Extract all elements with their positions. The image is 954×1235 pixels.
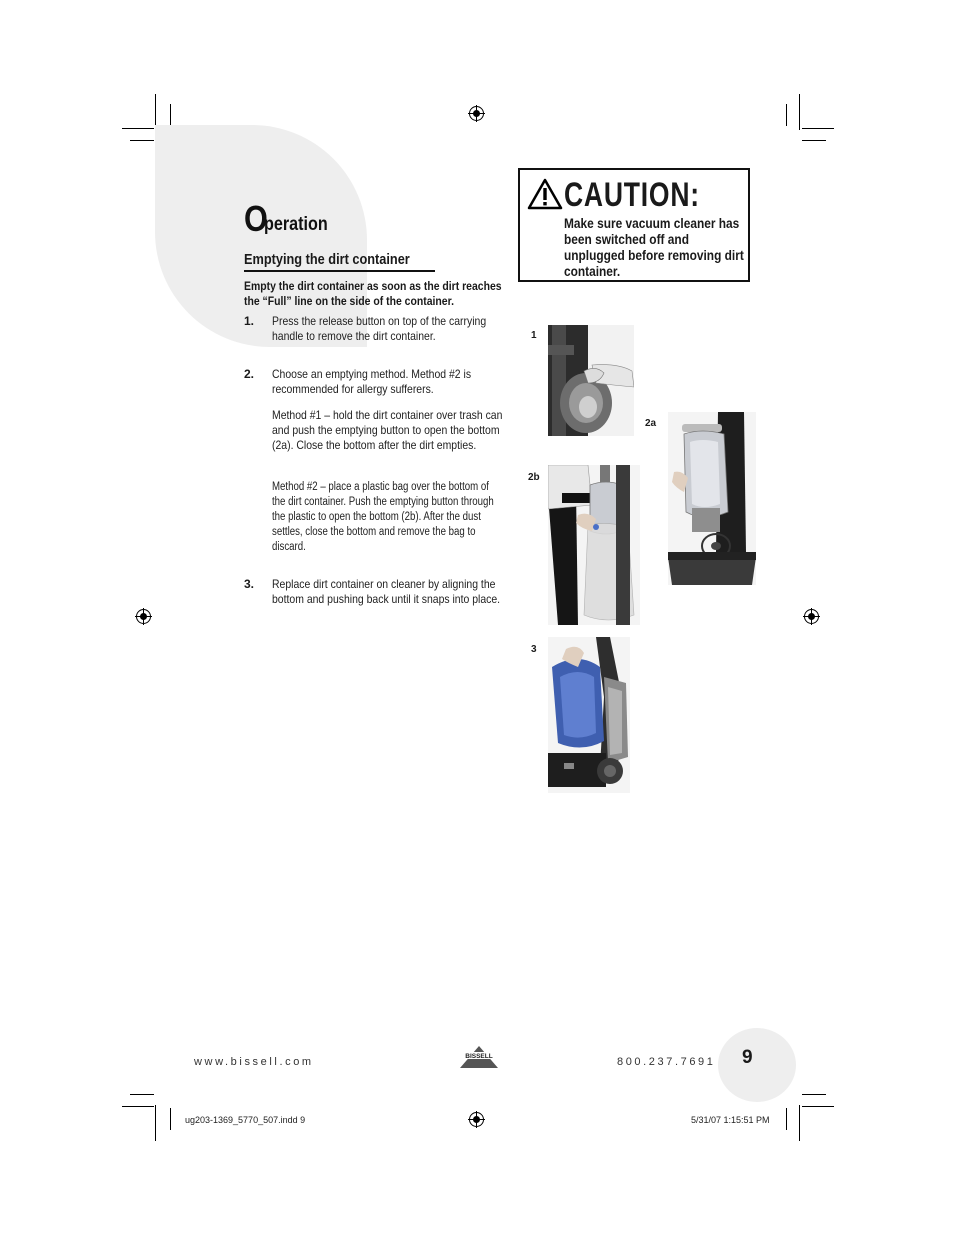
intro-text: Empty the dirt container as soon as the dirt reaches the “Full” line on the side of the container. xyxy=(244,279,502,308)
crop-mark xyxy=(802,128,834,129)
figure-3-photo xyxy=(548,637,630,793)
figure-label-3: 3 xyxy=(531,644,537,655)
crop-mark xyxy=(802,140,826,141)
step-method-1-text: Method #1 – hold the dirt container over trash can and push the emptying button to open the bottom (2a). Close the bottom after the dirt empties. xyxy=(272,408,503,452)
page-number: 9 xyxy=(742,1047,753,1068)
figure-1-photo xyxy=(548,325,634,436)
footer-website-link[interactable]: www.bissell.com xyxy=(194,1056,314,1068)
step-number: 3. xyxy=(244,577,255,591)
registration-mark-icon xyxy=(135,608,152,625)
figure-label-1: 1 xyxy=(531,330,537,341)
step-text: Press the release button on top of the carrying handle to remove the dirt container. xyxy=(272,314,487,343)
step-number: 2. xyxy=(244,367,255,381)
page-title-initial: O xyxy=(244,198,268,239)
section-subheading: Emptying the dirt container xyxy=(244,251,410,268)
crop-mark xyxy=(802,1094,826,1095)
crop-mark xyxy=(130,1094,154,1095)
footer-phone-number: 800.237.7691 xyxy=(617,1056,716,1068)
step-method-2-text: Method #2 – place a plastic bag over the bottom of the dirt container. Push the emptying button through the plastic to open the bottom (2b). After the dust settles, close the bottom and remove the bag to discard. xyxy=(272,481,494,553)
page-number-tab xyxy=(718,1028,796,1102)
figure-label-2b: 2b xyxy=(528,472,540,483)
caution-title: CAUTION: xyxy=(564,176,700,214)
step-text: Choose an emptying method. Method #2 is recommended for allergy sufferers. xyxy=(272,367,472,396)
registration-mark-icon xyxy=(468,105,485,122)
slug-filename: ug203-1369_5770_507.indd 9 xyxy=(185,1115,306,1125)
slug-timestamp: 5/31/07 1:15:51 PM xyxy=(691,1115,770,1125)
registration-mark-icon xyxy=(468,1111,485,1128)
crop-mark xyxy=(786,1108,787,1130)
logo-text: BISSELL xyxy=(465,1053,493,1060)
figure-2a-photo xyxy=(668,412,756,585)
step-text: Replace dirt container on cleaner by aligning the bottom and pushing back until it snaps into place. xyxy=(272,577,501,606)
crop-mark xyxy=(122,1106,154,1107)
page-title-rest: peration xyxy=(264,214,328,235)
crop-mark xyxy=(786,104,787,126)
warning-triangle-icon xyxy=(527,178,563,210)
caution-text: Make sure vacuum cleaner has been switched off and unplugged before removing dirt container. xyxy=(564,215,744,279)
figure-2b-photo xyxy=(548,465,640,625)
step-number: 1. xyxy=(244,314,255,328)
crop-mark xyxy=(170,1108,171,1130)
crop-mark xyxy=(799,1105,800,1141)
registration-mark-icon xyxy=(803,608,820,625)
crop-mark xyxy=(155,1105,156,1141)
crop-mark xyxy=(122,128,154,129)
crop-mark xyxy=(799,94,800,130)
bissell-logo-icon xyxy=(460,1046,498,1068)
crop-mark xyxy=(170,104,171,126)
subheading-underline xyxy=(244,270,435,272)
crop-mark xyxy=(130,140,154,141)
crop-mark xyxy=(802,1106,834,1107)
page-title xyxy=(244,198,328,240)
figure-label-2a: 2a xyxy=(645,418,657,429)
